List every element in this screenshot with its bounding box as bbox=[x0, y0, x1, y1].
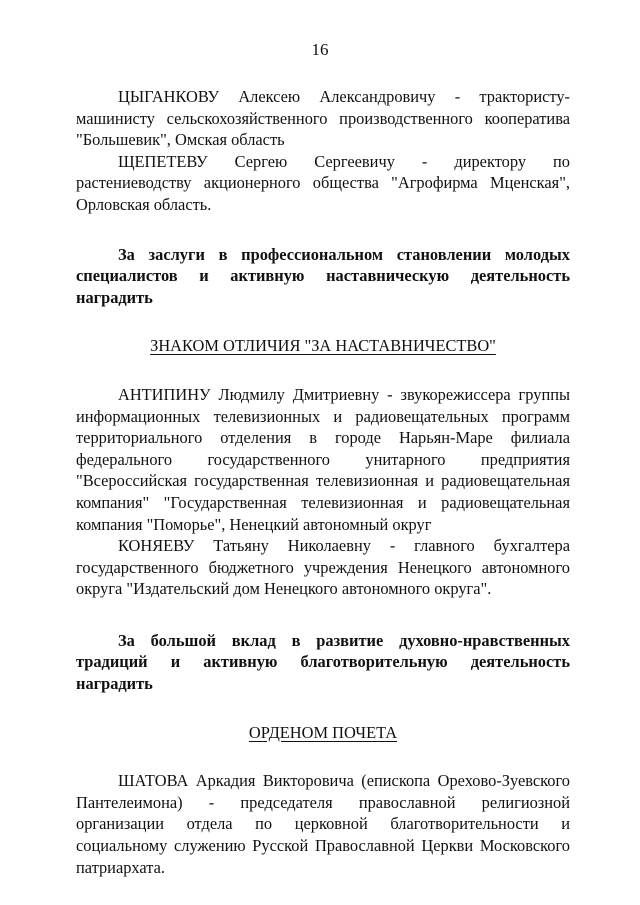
award-entry-tsygankov: ЦЫГАНКОВУ Алексею Александровичу - трактористу-машинисту сельскохозяйственного производственного кооператива "Большевик", Омская область bbox=[76, 87, 570, 150]
section-heading-mentorship: За заслуги в профессиональном становлении молодых специалистов и активную наставническую деятельность наградить bbox=[76, 244, 570, 307]
award-entry-antipina: АНТИПИНУ Людмилу Дмитриевну - звукорежиссера группы информационных телевизионных и радиовещательных программ территориального отделения в городе Нарьян-Маре филиала федерального государственного унитарного предприятия "Всероссийская государственная телевизионная и радиовещательная компания" "Государственная телевизионная и радиовещательная компания "Поморье", Ненецкий автономный округ bbox=[76, 384, 570, 534]
section-heading-spiritual: За большой вклад в развитие духовно-нравственных традиций и активную благотворительную деятельность наградить bbox=[76, 630, 570, 694]
document-body bbox=[76, 86, 570, 878]
award-title-order-of-honour: ОРДЕНОМ ПОЧЕТА bbox=[248, 722, 398, 742]
award-title-mentorship: ЗНАКОМ ОТЛИЧИЯ "ЗА НАСТАВНИЧЕСТВО" bbox=[150, 336, 496, 356]
award-entry-konyaeva: КОНЯЕВУ Татьяну Николаевну - главного бухгалтера государственного бюджетного учреждения Ненецкого автономного округа "Издательский дом Ненецкого автономного округа". bbox=[76, 536, 570, 599]
award-entry-shatov: ШАТОВА Аркадия Викторовича (епископа Орехово-Зуевского Пантелеимона) - председателя православной религиозной организации отдела по церковной благотворительности и социальному служению Русской Православной Церкви Московского патриархата. bbox=[76, 771, 570, 877]
page-number: 16 bbox=[311, 40, 329, 59]
award-entry-shchepetev: ЩЕПЕТЕВУ Сергею Сергеевичу - директору по растениеводству акционерного общества "Агрофирма Мценская", Орловская область. bbox=[76, 151, 570, 214]
